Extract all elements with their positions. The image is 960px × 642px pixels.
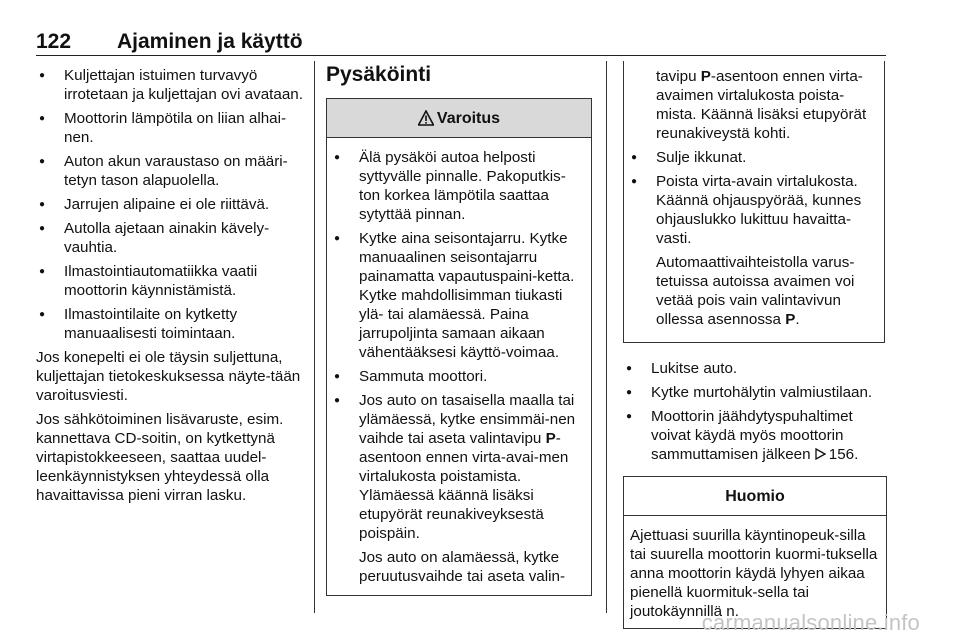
list-item: ● Poista virta-avain virtalukosta. Käännä ohjauspyörää, kunnes ohjauslukko lukittuu havaitta-vasti.: [628, 172, 878, 248]
list-item: ● Älä pysäköi autoa helposti syttyvälle pinnalle. Pakoputkis-ton korkea lämpötila saattaa sytyttää pinnan.: [331, 148, 585, 224]
column-middle: [326, 62, 592, 596]
page-reference[interactable]: 156.: [828, 446, 859, 463]
warning-box: [326, 98, 592, 596]
column-right: [623, 66, 886, 629]
paragraph: Jos sähkötoiminen lisävaruste, esim. kannettava CD-soitin, on kytkettynä virtapistokkeeseen, saattaa uudel-leenkäynnistyksen yhteydessä olla havaittavissa pieni virran lasku.: [36, 411, 284, 504]
list-item: ● Sammuta moottori.: [331, 367, 585, 386]
bullet-list: [331, 148, 585, 543]
list-item: ● Sulje ikkunat.: [628, 148, 878, 167]
sub-paragraph: Jos auto on alamäessä, kytke peruutusvaihde tai aseta valin-: [359, 549, 566, 585]
note-title: Huomio: [624, 477, 886, 516]
column-divider-left: [314, 61, 315, 613]
page-header: [36, 30, 886, 56]
warning-title: Varoitus: [436, 109, 501, 127]
warning-header: [327, 99, 591, 138]
warning-body: [327, 138, 591, 595]
list-item: ● Moottorin lämpötila on liian alhai-nen.: [36, 109, 304, 147]
header-rule: [36, 55, 886, 56]
warning-icon: [418, 110, 434, 126]
note-box: [623, 476, 887, 629]
bullet-list: [623, 359, 886, 464]
bullet-list: [628, 148, 878, 248]
page-reference-icon: [815, 448, 826, 460]
warning-box-continued: [623, 61, 885, 343]
page-number: 122: [36, 30, 72, 53]
list-item: ● Auton akun varaustaso on määri-tetyn tason alapuolella.: [36, 152, 304, 190]
list-item: ● Moottorin jäähdytyspuhaltimet voivat käydä myös moottorin sammuttamisen jälkeen 156.: [623, 407, 886, 464]
site-watermark: carmanualsonline.info: [701, 610, 920, 635]
list-item: ● Kytke murtohälytin valmiustilaan.: [623, 383, 886, 402]
sub-paragraph: Automaattivaihteistolla varus-tetuissa autoissa avaimen voi vetää pois vain valintavivun ollessa asennossa P.: [656, 254, 855, 328]
list-item: ● Jarrujen alipaine ei ole riittävä.: [36, 195, 304, 214]
paragraph: Jos konepelti ei ole täysin suljettuna, kuljettajan tietokeskuksessa näyte-tään varoitusviesti.: [36, 349, 301, 404]
continued-text: tavipu P-asentoon ennen virta-avaimen virtalukosta poista-mista. Käännä lisäksi etupyörät reunakiveystä kohti.: [656, 68, 867, 142]
list-item: ● Kuljettajan istuimen turvavyö irrotetaan ja kuljettajan ovi avataan.: [36, 66, 304, 104]
list-item: ● Autolla ajetaan ainakin kävely-vauhtia.: [36, 219, 304, 257]
note-text: Ajettuasi suurilla käyntinopeuk-silla tai suurella moottorin kuormi-tuksella anna moottorin käydä lyhyen aikaa pienellä kuormituk-sella tai joutokäynnillä n.: [630, 527, 878, 620]
column-left: [36, 66, 304, 510]
column-divider-right: [606, 61, 607, 613]
list-item: ● Kytke aina seisontajarru. Kytke manuaalinen seisontajarru painamatta vapautuspaini-ketta. Kytke mahdollisimman tiukasti ylä- tai alamäessä. Paina jarrupoljinta samaan aikaan vähentääksesi käyttö-voimaa.: [331, 229, 585, 362]
bullet-list: [36, 66, 304, 343]
list-item: ● Ilmastointilaite on kytketty manuaalisesti toimintaan.: [36, 305, 304, 343]
section-title: Pysäköinti: [326, 63, 432, 86]
list-item: ● Jos auto on tasaisella maalla tai ylämäessä, kytke ensimmäi-nen vaihde tai aseta valintavipu P-asentoon ennen virta-avai-men virtalukosta poistamista. Ylämäessä käännä lisäksi etupyörät reunakiveyksestä poispäin.: [331, 391, 585, 543]
list-item: ● Ilmastointiautomatiikka vaatii moottorin käynnistämistä.: [36, 262, 304, 300]
list-item: ● Lukitse auto.: [623, 359, 886, 378]
page-title: Ajaminen ja käyttö: [117, 30, 303, 53]
